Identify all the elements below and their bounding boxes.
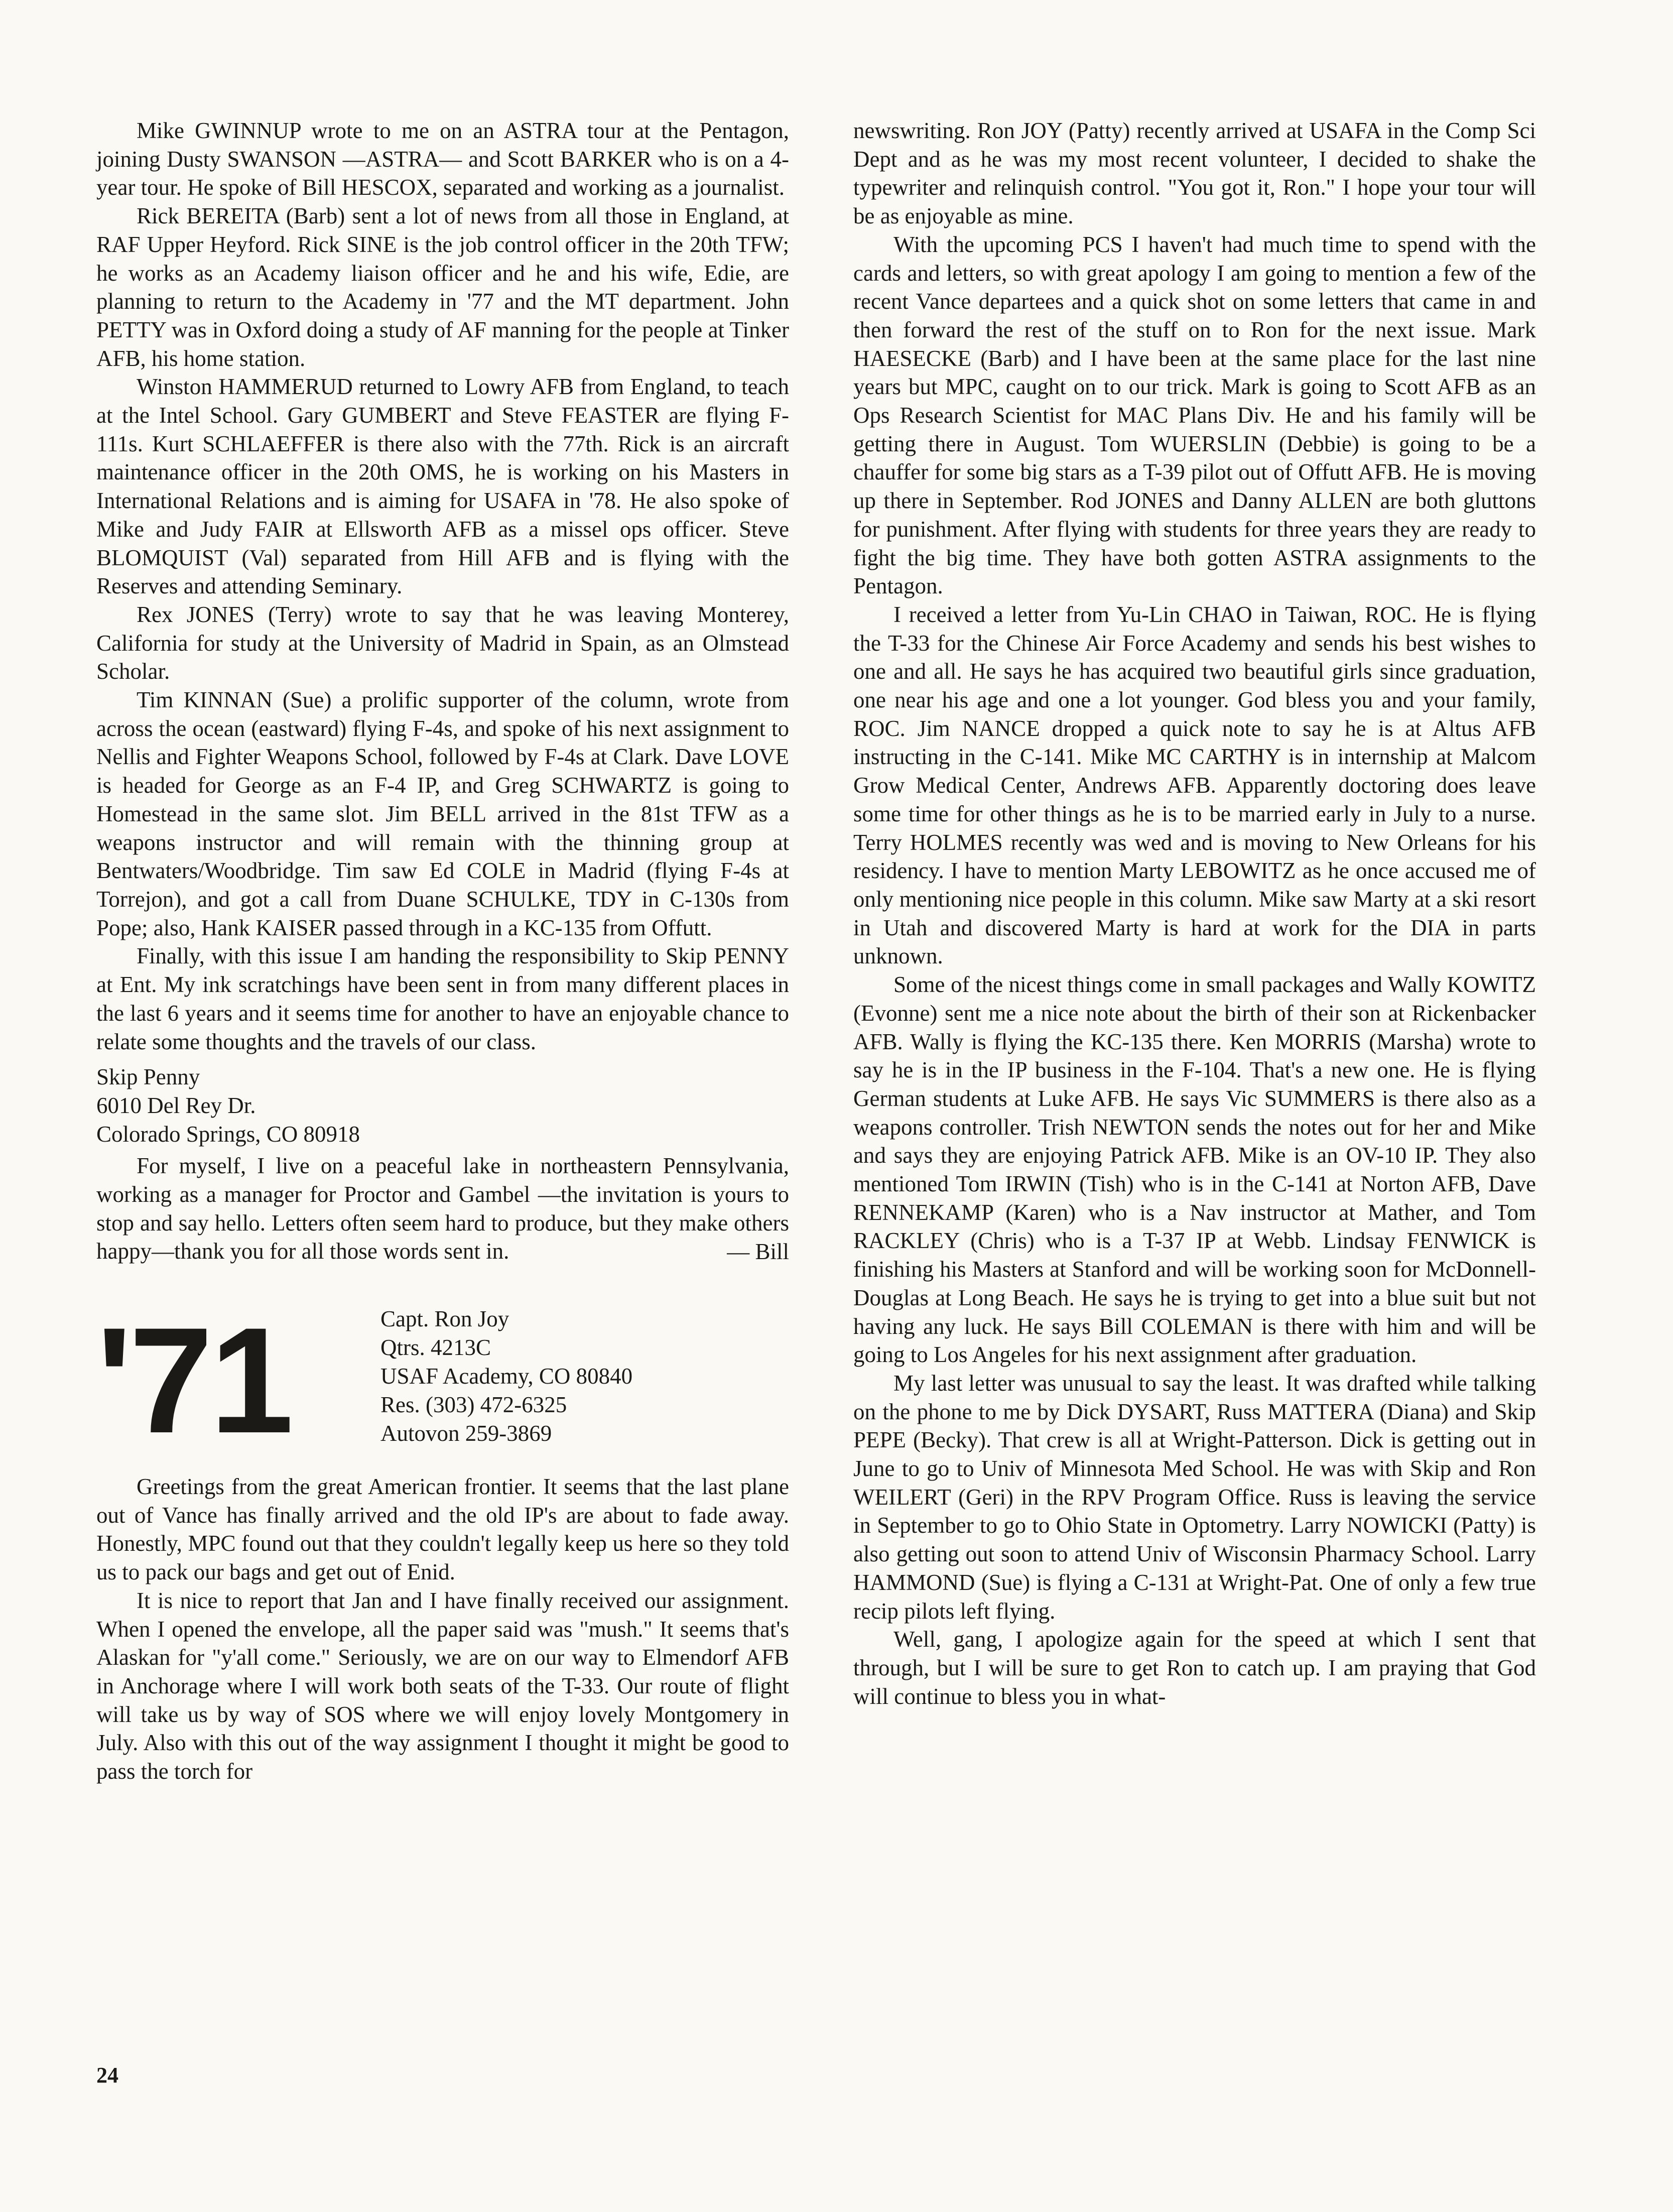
paragraph: I received a letter from Yu-Lin CHAO in Taiwan, ROC. He is flying the T-33 for the Chinese Air Force Academy and sends his best wishes to one and all. He says he has acquired two beautiful girls since graduation, one near his age and one a lot younger. God bless you and your family, ROC. Jim NANCE dropped a quick note to say he is at Altus AFB instructing in the C-141. Mike MC CARTHY is in internship at Malcom Grow Medical Center, Andrews AFB. Apparently doctoring does leave some time for other things as he is to be married early in July to a nurse. Terry HOLMES recently was wed and is moving to New Orleans for his residency. I have to mention Marty LEBOWITZ as he once accused me of only mentioning nice people in this column. Mike saw Marty at a ski resort in Utah and discovered Marty is hard at work for the DIA in parts unknown. [853, 601, 1536, 969]
class-contact-info [380, 1305, 632, 1448]
contact-line: Autovon 259-3869 [380, 1421, 552, 1446]
right-column [853, 116, 1536, 1710]
contact-line: Capt. Ron Joy [380, 1306, 509, 1332]
class-of-71-header [96, 1296, 789, 1472]
paragraph-continued: newswriting. Ron JOY (Patty) recently arrived at USAFA in the Comp Sci Dept and as he was my most recent volunteer, I decided to shake the typewriter and relinquish control. "You got it, Ron." I hope your tour will be as enjoyable as mine. [853, 118, 1536, 229]
class-year-heading: '71 [96, 1296, 291, 1465]
page-number: 24 [96, 2063, 118, 2087]
address-city: Colorado Springs, CO 80918 [96, 1122, 360, 1147]
paragraph: It is nice to report that Jan and I have finally received our assignment. When I opened the envelope, all the paper said was "mush." It seems that's Alaskan for "y'all come." Seriously, we are on our way to Elmendorf AFB in Anchorage where I will work both seats of the T-33. Our route of flight will take us by way of SOS where we will enjoy lovely Montgomery in July. Also with this out of the way assignment I thought it might be good to pass the torch for [96, 1587, 789, 1784]
address-name: Skip Penny [96, 1064, 200, 1090]
new-correspondent-address [96, 1063, 789, 1149]
paragraph: With the upcoming PCS I haven't had much time to spend with the cards and letters, so with great apology I am going to mention a few of the recent Vance departees and a quick shot on some letters that came in and then forward the rest of the stuff on to Ron for the next issue. Mark HAESECKE (Barb) and I have been at the same place for the last nine years but MPC, caught on to our trick. Mark is going to Scott AFB as an Ops Research Scientist for MAC Plans Div. He and his family will be getting there in August. Tom WUERSLIN (Debbie) is going to be a chauffer for some big stars as a T-39 pilot out of Offutt AFB. He is moving up there in September. Rod JONES and Danny ALLEN are both gluttons for punishment. After flying with students for three years they are ready to fight the big time. They have both gotten ASTRA assignments to the Pentagon. [853, 231, 1536, 599]
signoff: — Bill [727, 1239, 789, 1265]
contact-line: Qtrs. 4213C [380, 1335, 491, 1361]
paragraph: Rick BEREITA (Barb) sent a lot of news from all those in England, at RAF Upper Heyford. Rick SINE is the job control officer in the 20th TFW; he works as an Academy liaison officer and he and his wife, Edie, are planning to return to the Academy in '77 and the MT department. John PETTY was in Oxford doing a study of AF manning for the people at Tinker AFB, his home station. [96, 203, 789, 371]
contact-line: Res. (303) 472-6325 [380, 1392, 567, 1418]
paragraph: Some of the nicest things come in small packages and Wally KOWITZ (Evonne) sent me a nice note about the birth of their son at Rickenbacker AFB. Wally is flying the KC-135 there. Ken MORRIS (Marsha) wrote to say he is in the IP business in the F-104. That's a new one. He is flying German students at Luke AFB. He says Vic SUMMERS is there also as a weapons controller. Trish NEWTON sends the notes out for her and Mike and says they are enjoying Patrick AFB. Mike is an OV-10 IP. They also mentioned Tom IRWIN (Tish) who is in the C-141 at Norton AFB, Dave RENNEKAMP (Karen) who is a Nav instructor at Mather, and Tom RACKLEY (Chris) who is a T-37 IP at Webb. Lindsay FENWICK is finishing his Masters at Stanford and will be working soon for McDonnell-Douglas at Long Beach. He says he is trying to get into a blue suit but not having any luck. He says Bill COLEMAN is there with him and will be going to Los Angeles for his next assignment after graduation. [853, 972, 1536, 1368]
paragraph: Greetings from the great American frontier. It seems that the last plane out of Vance has finally arrived and the old IP's are about to fade away. Honestly, MPC found out that they couldn't legally keep us here so they told us to pack our bags and get out of Enid. [96, 1474, 789, 1585]
left-column [96, 116, 789, 1786]
paragraph: Well, gang, I apologize again for the speed at which I sent that through, but I will be sure to get Ron to catch up. I am praying that God will continue to bless you in what- [853, 1627, 1536, 1709]
paragraph: Winston HAMMERUD returned to Lowry AFB from England, to teach at the Intel School. Gary GUMBERT and Steve FEASTER are flying F-111s. Kurt SCHLAEFFER is there also with the 77th. Rick is an aircraft maintenance officer in the 20th OMS, he is working on his Masters in International Relations and is aiming for USAFA in '78. He also spoke of Mike and Judy FAIR at Ellsworth AFB as a missel ops officer. Steve BLOMQUIST (Val) separated from Hill AFB and is flying with the Reserves and attending Seminary. [96, 374, 789, 599]
paragraph: Finally, with this issue I am handing the responsibility to Skip PENNY at Ent. My ink scratchings have been sent in from many different places in the last 6 years and it seems time for another to have an enjoyable chance to relate some thoughts and the travels of our class. [96, 943, 789, 1054]
paragraph: Mike GWINNUP wrote to me on an ASTRA tour at the Pentagon, joining Dusty SWANSON —ASTRA— and Scott BARKER who is on a 4-year tour. He spoke of Bill HESCOX, separated and working as a journalist. [96, 118, 789, 200]
paragraph: Tim KINNAN (Sue) a prolific supporter of the column, wrote from across the ocean (eastward) flying F-4s, and spoke of his next assignment to Nellis and Fighter Weapons School, followed by F-4s at Clark. Dave LOVE is headed for George as an F-4 IP, and Greg SCHWARTZ is going to Homestead in the same slot. Jim BELL arrived in the 81st TFW as a weapons instructor and will remain with the thinning group at Bentwaters/Woodbridge. Tim saw Ed COLE in Madrid (flying F-4s at Torrejon), and got a call from Duane SCHULKE, TDY in C-130s from Pope; also, Hank KAISER passed through in a KC-135 from Offutt. [96, 687, 789, 940]
contact-line: USAF Academy, CO 80840 [380, 1364, 633, 1389]
paragraph: Rex JONES (Terry) wrote to say that he was leaving Monterey, California for study at the University of Madrid in Spain, as an Olmstead Scholar. [96, 601, 789, 684]
closing-paragraph: For myself, I live on a peaceful lake in northeastern Pennsylvania, working as a manager for Proctor and Gambel —the invitation is yours to stop and say hello. Letters often seem hard to produce, but they make others happy—thank you for all those words sent in. [96, 1153, 789, 1264]
paragraph: My last letter was unusual to say the least. It was drafted while talking on the phone to me by Dick DYSART, Russ MATTERA (Diana) and Skip PEPE (Becky). That crew is all at Wright-Patterson. Dick is getting out in June to go to Univ of Minnesota Med School. He was with Skip and Ron WEILERT (Geri) in the RPV Program Office. Russ is leaving the service in September to go to Ohio State in Optometry. Larry NOWICKI (Patty) is also getting out soon to attend Univ of Wisconsin Pharmacy School. Larry HAMMOND (Sue) is flying a C-131 at Wright-Pat. One of only a few true recip pilots left flying. [853, 1370, 1536, 1624]
address-street: 6010 Del Rey Dr. [96, 1093, 256, 1119]
